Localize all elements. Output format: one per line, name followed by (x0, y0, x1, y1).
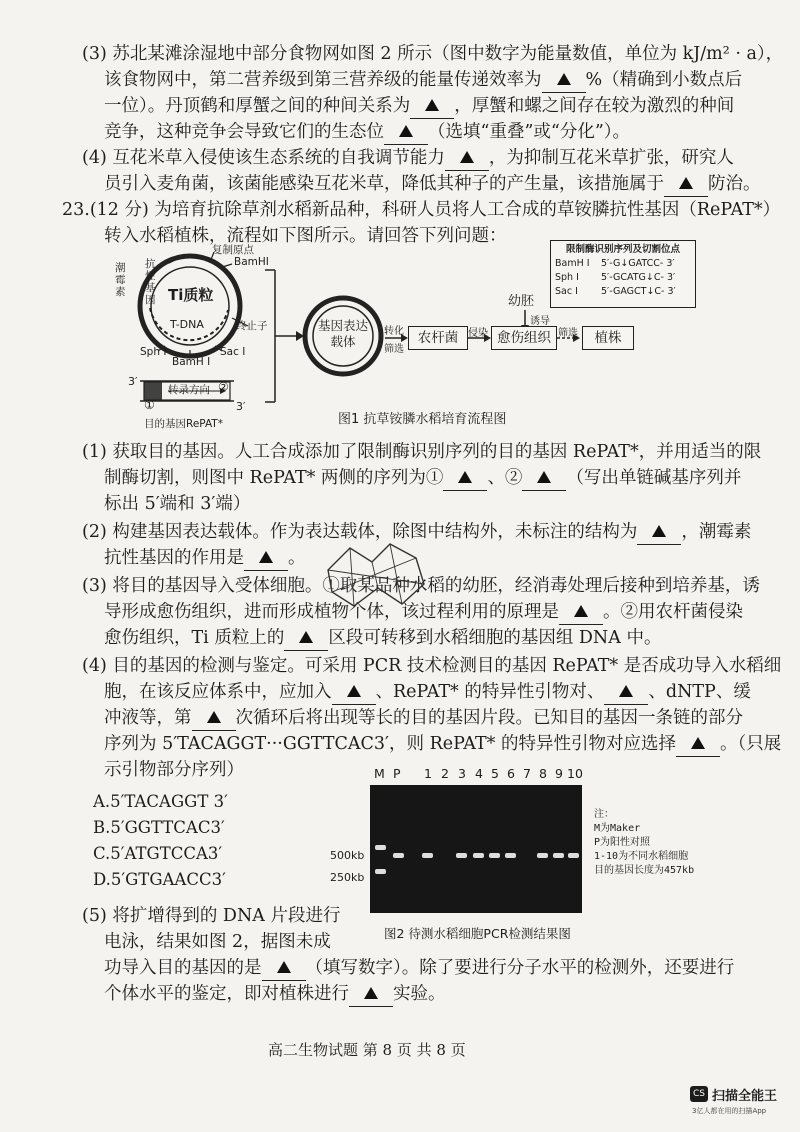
crumpled-paper-mark (320, 540, 430, 610)
camscanner-logo-icon: CS (690, 1086, 708, 1102)
answer-blank[interactable] (349, 982, 393, 1007)
lane-label: 10 (567, 766, 583, 781)
q23-s3-line2: 导形成愈伤组织，进而形成植物个体，该过程利用的原理是 。②用农杆菌侵染 (104, 600, 743, 625)
gel-note-line: P为阳性对照 (594, 837, 651, 848)
ladder-band-250 (375, 869, 386, 874)
q23-intro-line2: 转入水稻植株，流程如下图所示。请回答下列问题： (104, 226, 507, 246)
band-3 (456, 853, 467, 858)
triangle-icon (364, 987, 378, 999)
answer-blank[interactable] (284, 626, 328, 651)
enzyme-row: Sph I 5′-GCATG↓C- 3′ (555, 272, 676, 283)
figure-1 (110, 244, 700, 443)
q23-s2-line1: (2) 构建基因表达载体。作为表达载体，除图中结构外，未标注的结构为 ，潮霉素 (82, 520, 751, 545)
end3-left-label: 3′ (128, 375, 138, 388)
mark-1: ① (144, 398, 155, 412)
callus-box: 愈伤组织 (491, 326, 557, 350)
lane-label: 9 (555, 766, 563, 781)
q23-s5-line1: (5) 将扩增得到的 DNA 片段进行 (82, 906, 341, 926)
induce-label: 诱导 (530, 316, 550, 327)
transform-label: 转化 (384, 326, 404, 337)
enzyme-row: Sac I 5′-GAGCT↓C- 3′ (555, 286, 676, 297)
answer-blank[interactable] (410, 94, 454, 119)
lane-label: 6 (507, 766, 515, 781)
answer-blank[interactable] (332, 680, 376, 705)
triangle-icon (460, 151, 474, 163)
target-gene-label: 目的基因RePAT* (144, 418, 223, 430)
q23-intro-line1: 23.(12 分) 为培育抗除草剂水稻新品种，科研人员将人工合成的草铵膦抗性基因（RePAT*） (62, 200, 781, 220)
triangle-icon (679, 177, 693, 189)
band-5 (489, 853, 500, 858)
gel-note-line: M为Maker (594, 823, 641, 834)
resist-gene-label: 抗性基因 (145, 258, 156, 306)
q23-s4-line4: 序列为 5′TACAGGT···GGTTCAC3′，则 RePAT* 的特异性引物对应选择 。（只展 (104, 732, 781, 757)
answer-blank[interactable] (262, 956, 306, 981)
q23-s3-line1: (3) 将目的基因导入受体细胞。①取某品种水稻的幼胚，经消毒处理后接种到培养基，诱 (82, 576, 760, 596)
q23-s2-line2: 抗性基因的作用是 。 (104, 546, 306, 571)
screen2-label: 筛选 (558, 328, 578, 339)
direction-label: 转录方向 (168, 384, 210, 396)
answer-blank[interactable] (559, 600, 603, 625)
tdna-label: T-DNA (170, 318, 204, 331)
figure-2-caption: 图2 待测水稻细胞PCR检测结果图 (384, 926, 571, 941)
band-10 (568, 853, 579, 858)
embryo-label: 幼胚 (508, 294, 535, 309)
q23-s4-line1: (4) 目的基因的检测与鉴定。可采用 PCR 技术检测目的基因 RePAT* 是否成功导入水稻细 (82, 656, 782, 676)
gel-note-line: 目的基因长度为457kb (594, 865, 695, 876)
sph-label: Sph I (140, 346, 167, 358)
lane-label: 7 (523, 766, 531, 781)
option-b[interactable]: B.5′GGTTCAC3′ (93, 818, 225, 837)
figure-1-caption: 图1 抗草铵膦水稻培育流程图 (338, 412, 507, 427)
bamhi-top-label: BamHI (234, 256, 269, 268)
gel-image (370, 785, 582, 913)
q23-s4-line2: 胞，在该反应体系中，应加入 、RePAT* 的特异性引物对、 、dNTP、缓 (104, 680, 751, 705)
page-footer: 高二生物试题 第 8 页 共 8 页 (268, 1041, 466, 1059)
ladder-250-label: 250kb (330, 871, 365, 884)
band-9 (553, 853, 564, 858)
q22-part3-line1: (3) 苏北某滩涂湿地中部分食物网如图 2 所示（图中数字为能量数值，单位为 kJ/m² · a）， (82, 44, 784, 64)
gel-note-line: 注： (594, 809, 614, 820)
q23-s4-line5: 示引物部分序列） (104, 760, 244, 780)
triangle-icon (425, 99, 439, 111)
vector-label: 基因表达载体 (317, 318, 368, 349)
ladder-500-label: 500kb (330, 849, 365, 862)
q23-s1-line3: 标出 5′端和 3′端） (104, 494, 251, 514)
triangle-icon (537, 471, 551, 483)
q23-s5-line2: 电泳，结果如图 2，据图未成 (104, 932, 331, 952)
answer-blank[interactable] (522, 466, 566, 491)
option-d[interactable]: D.5′GTGAACC3′ (93, 870, 226, 889)
plant-box: 植株 (582, 326, 634, 350)
enzyme-row: BamH I 5′-G↓GATCC- 3′ (555, 258, 675, 269)
q23-s3-line3: 愈伤组织，Ti 质粒上的 区段可转移到水稻细胞的基因组 DNA 中。 (104, 626, 661, 651)
ti-plasmid-label: Ti质粒 (168, 286, 214, 304)
q22-part4-line2: 员引入麦角菌，该菌能感染互花米草，降低其种子的产生量，该措施属于 防治。 (104, 172, 761, 197)
q23-s1-line2: 制酶切割，则图中 RePAT* 两侧的序列为① 、② （写出单链碱基序列并 (104, 466, 741, 491)
triangle-icon (399, 125, 413, 137)
band-6 (505, 853, 516, 858)
lane-label: 5 (491, 766, 499, 781)
watermark-name: 扫描全能王 (712, 1089, 778, 1104)
triangle-icon (259, 551, 273, 563)
ladder-band-500 (375, 845, 386, 850)
sac-label: Sac I (220, 346, 246, 358)
terminator-label: 终止子 (236, 320, 268, 332)
lane-label: 8 (539, 766, 547, 781)
triangle-icon (691, 737, 705, 749)
band-8 (537, 853, 548, 858)
option-c[interactable]: C.5′ATGTCCA3′ (93, 844, 223, 863)
q22-part3-line4: 竞争，这种竞争会导致它们的生态位 （选填“重叠”或“分化”）。 (104, 120, 630, 145)
lane-label: 3 (458, 766, 466, 781)
answer-blank[interactable] (445, 146, 489, 171)
q23-s5-line3: 功导入目的基因的是 （填写数字）。除了要进行分子水平的检测外，还要进行 (104, 956, 734, 981)
lane-label: 4 (475, 766, 483, 781)
bamh-bottom-label: BamH I (172, 356, 211, 368)
triangle-icon (458, 471, 472, 483)
triangle-icon (207, 711, 221, 723)
q22-part3-line3: 一位）。丹顶鹤和厚蟹之间的种间关系为 ，厚蟹和螺之间存在较为激烈的种间 (104, 94, 734, 119)
triangle-icon (619, 685, 633, 697)
lane-label: M (374, 766, 385, 781)
hygromycin-label: 潮霉素 (115, 262, 126, 298)
option-a[interactable]: A.5′TACAGGT 3′ (93, 792, 228, 811)
ori-label: 复制原点 (212, 244, 254, 256)
answer-blank[interactable] (676, 732, 720, 757)
q23-s5-line4: 个体水平的鉴定，即对植株进行 实验。 (104, 982, 446, 1007)
answer-blank[interactable] (604, 680, 648, 705)
q22-part4-line1: (4) 互花米草入侵使该生态系统的自我调节能力 ，为抑制互花米草扩张，研究人 (82, 146, 734, 171)
end3-right-label: 3′ (236, 400, 246, 413)
q22-part3-line2: 该食物网中，第二营养级到第三营养级的能量传递效率为 %（精确到小数点后 (104, 68, 742, 93)
mark-2: ② (218, 380, 229, 394)
triangle-icon (347, 685, 361, 697)
answer-blank[interactable] (637, 520, 681, 545)
enzyme-table (550, 240, 696, 308)
q23-s1-line1: (1) 获取目的基因。人工合成添加了限制酶识别序列的目的基因 RePAT*，并用适当的限 (82, 442, 762, 462)
lane-label: 1 (424, 766, 432, 781)
lane-label: P (393, 766, 401, 781)
watermark-sub: 3亿人都在用的扫描App (692, 1107, 767, 1115)
triangle-icon (574, 605, 588, 617)
agrobacterium-box: 农杆菌 (408, 326, 468, 350)
enzyme-table-title: 限制酶识别序列及切割位点 (565, 244, 680, 255)
triangle-icon (277, 961, 291, 973)
triangle-icon (652, 525, 666, 537)
answer-blank[interactable] (244, 546, 288, 571)
answer-blank[interactable] (443, 466, 487, 491)
answer-blank[interactable] (192, 706, 236, 731)
band-1 (422, 853, 433, 858)
triangle-icon (299, 631, 313, 643)
triangle-icon (557, 73, 571, 85)
lane-label: 2 (441, 766, 449, 781)
infect-label: 侵染 (468, 328, 488, 339)
answer-blank[interactable] (542, 68, 586, 93)
answer-blank[interactable] (664, 172, 708, 197)
screen1-label: 筛选 (384, 344, 404, 355)
q23-s4-line3: 冲液等，第 次循环后将出现等长的目的基因片段。已知目的基因一条链的部分 (104, 706, 743, 731)
band-p (393, 853, 404, 858)
answer-blank[interactable] (384, 120, 428, 145)
gel-note-line: 1-10为不同水稻细胞 (594, 851, 689, 862)
band-4 (473, 853, 484, 858)
